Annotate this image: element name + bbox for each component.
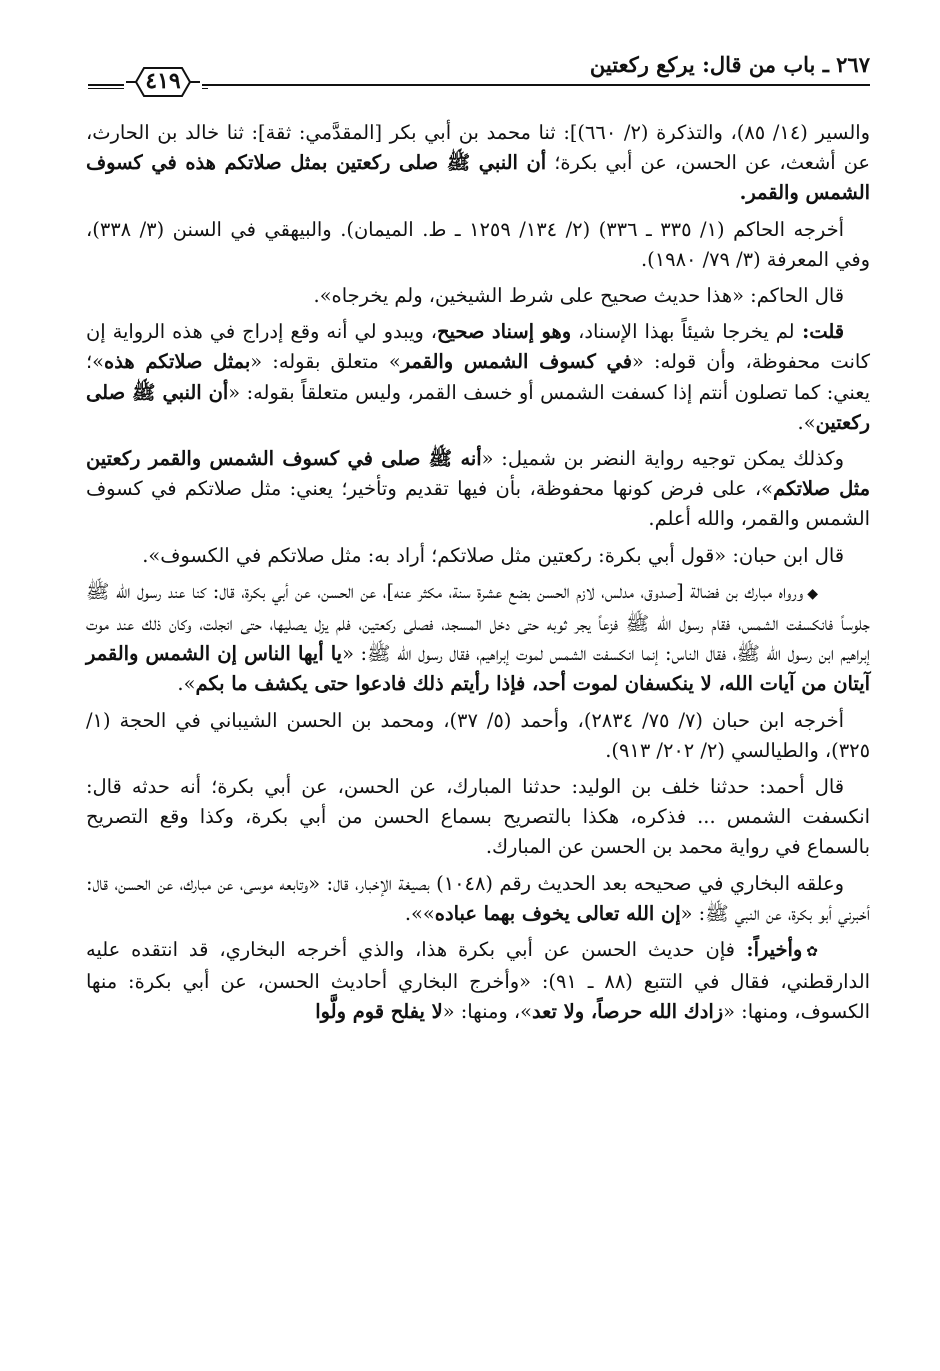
text-run: لم يخرجا شيئاً بهذا الإسناد، (571, 320, 795, 344)
text-run: » متعلق بقوله: « (250, 350, 401, 374)
header-rule (88, 84, 870, 86)
bold-text-run: زادك الله حرصاً، ولا تعد (531, 1000, 724, 1024)
text-run: »، على فرض كونها محفوظة، بأن فيها تقديم وتأخير؛ يعني: مثل صلاتكم في كسوف الشمس والقمر، والله أعلم. (86, 477, 870, 531)
text-run: قال الحاكم: «هذا حديث صحيح على شرط الشيخين، ولم يخرجاه». (313, 284, 844, 308)
text-run: ، ويبدو لي أنه وقع إدراج في هذه الرواية إن كانت محفوظة، وأن قوله: « (86, 320, 871, 374)
bold-text-run: لا يفلح قوم ولَّوا (315, 1000, 443, 1024)
running-title: ٢٦٧ ـ باب من قال: يركع ركعتين (589, 52, 870, 77)
page-number: ٤١٩ (145, 68, 181, 94)
bold-text-run: إن الله تعالى يخوف بهما عباده (434, 901, 681, 925)
paragraph (86, 215, 870, 275)
page-header (88, 52, 870, 96)
text-run: فإن حديث الحسن عن أبي بكرة هذا، والذي أخرجه البخاري، قد انتقده عليه الدارقطني، فقال في التتبع (٨٨ ـ ٩١): «وأخرج البخاري أحاديث الحسن، عن أبي بكرة: منها الكسوف، ومنها: « (86, 938, 870, 1024)
text-run: ». (797, 410, 816, 434)
text-run: قال أحمد: حدثنا خلف بن الوليد: حدثنا المبارك، عن الحسن، عن أبي بكرة؛ أنه حدثه قال: انكسفت الشمس ... فذكره، هكذا بالتصريح بسماع الحسن من أبي بكرة، وكذا وقع التصريح بالسماع في رواية محمد بن الحسن عن المبارك. (86, 775, 870, 859)
text-run: »، ومنها: « (442, 1000, 532, 1024)
bold-text-run: أن النبي ﷺ صلى ركعتين بمثل صلاتكم هذه في كسوف الشمس والقمر. (86, 151, 870, 205)
text-run: وكذلك يمكن توجيه رواية النضر بن شميل: « (481, 447, 844, 471)
bold-text-run: وأخيراً: (734, 938, 803, 962)
text-run: »». (404, 901, 435, 925)
bold-text-run: أن النبي ﷺ صلى ركعتين (86, 380, 870, 434)
text-run: والسير (١٤/ ٨٥)، والتذكرة (٢/ ٦٦٠)]: ثنا محمد بن أبي بكر [المقدَّمي: ثقة]: ثنا خالد بن الحارث، عن أشعث، عن الحسن، عن أبي بكرة؛ (86, 121, 870, 175)
paragraph (86, 577, 870, 700)
paragraph (86, 706, 870, 766)
paragraph (86, 935, 870, 1028)
text-run: ». (177, 672, 196, 696)
text-run: »؛ يعني: كما تصلون أنتم إذا كسفت الشمس أو خسف القمر، وليس متعلقاً بقوله: « (86, 350, 870, 404)
paragraph (86, 317, 870, 438)
text-run: أخرجه الحاكم (١/ ٣٣٥ ـ ٣٣٦) (٢/ ١٣٤/ ١٢٥٩ ـ ط. الميمان). والبيهقي في السنن (٣/ ٣٣٨)، وفي المعرفة (٣/ ٧٩/ ١٩٨٠). (86, 217, 870, 271)
bold-text-run: بمثل صلاتكم هذه (104, 350, 251, 374)
text-run: قال ابن حبان: «قول أبي بكرة: ركعتين مثل صلاتكم؛ أراد به: مثل صلاتكم في الكسوف». (142, 543, 844, 567)
body-text (86, 118, 870, 1034)
paragraph (86, 281, 870, 311)
text-run: ورواه مبارك بن فضالة [صدوق، مدلس، لازم الحسن بضع عشرة سنة، مكثر عنه]، عن الحسن، عن أبي بكرة، قال: كنا عند رسول الله ﷺ جلوساً فانكسفت الشمس، فقام رسول الله ﷺ فزعاً يجر ثوبه حتى دخل المسجد، فصلى ركعتين، فلم يزل يصليها، حتى انجلت، وكان ذلك عند موت إبراهيم ابن رسول الله ﷺ، فقال الناس: إنما انكسفت الشمس لموت إبراهيم، فقال رسول الله ﷺ: « (86, 579, 870, 666)
paragraph (86, 869, 870, 929)
paragraph-marker-icon: ✿ (806, 944, 818, 961)
bold-text-run: في كسوف الشمس والقمر (400, 350, 632, 374)
page-number-badge (124, 60, 202, 104)
bold-text-run: قلت: (794, 320, 845, 344)
bold-text-run: أنه ﷺ صلى في كسوف الشمس والقمر ركعتين مثل صلاتكم (86, 447, 870, 501)
paragraph (86, 444, 870, 535)
paragraph (86, 772, 870, 863)
text-run: أخرجه ابن حبان (٧/ ٧٥/ ٢٨٣٤)، وأحمد (٥/ ٣٧)، ومحمد بن الحسن الشيباني في الحجة (١/ ٣٢٥)، والطيالسي (٢/ ٢٠٢/ ٩١٣). (86, 708, 870, 762)
paragraph (86, 118, 870, 209)
paragraph-marker-icon: ◆ (807, 585, 818, 602)
text-run: وعلقه البخاري في صحيحه بعد الحديث رقم (١٠٤٨) بصيغة الإخبار، قال: «وتابعه موسى، عن مبارك، عن الحسن، قال: أخبرني أبو بكرة، عن النبي ﷺ: « (86, 871, 870, 925)
paragraph (86, 541, 870, 571)
bold-text-run: وهو إسناد صحيح (437, 320, 572, 344)
bold-text-run: يا أيها الناس إن الشمس والقمر آيتان من آيات الله، لا ينكسفان لموت أحد، فإذا رأيتم ذلك فادعوا حتى يكشف ما بكم (86, 642, 870, 696)
